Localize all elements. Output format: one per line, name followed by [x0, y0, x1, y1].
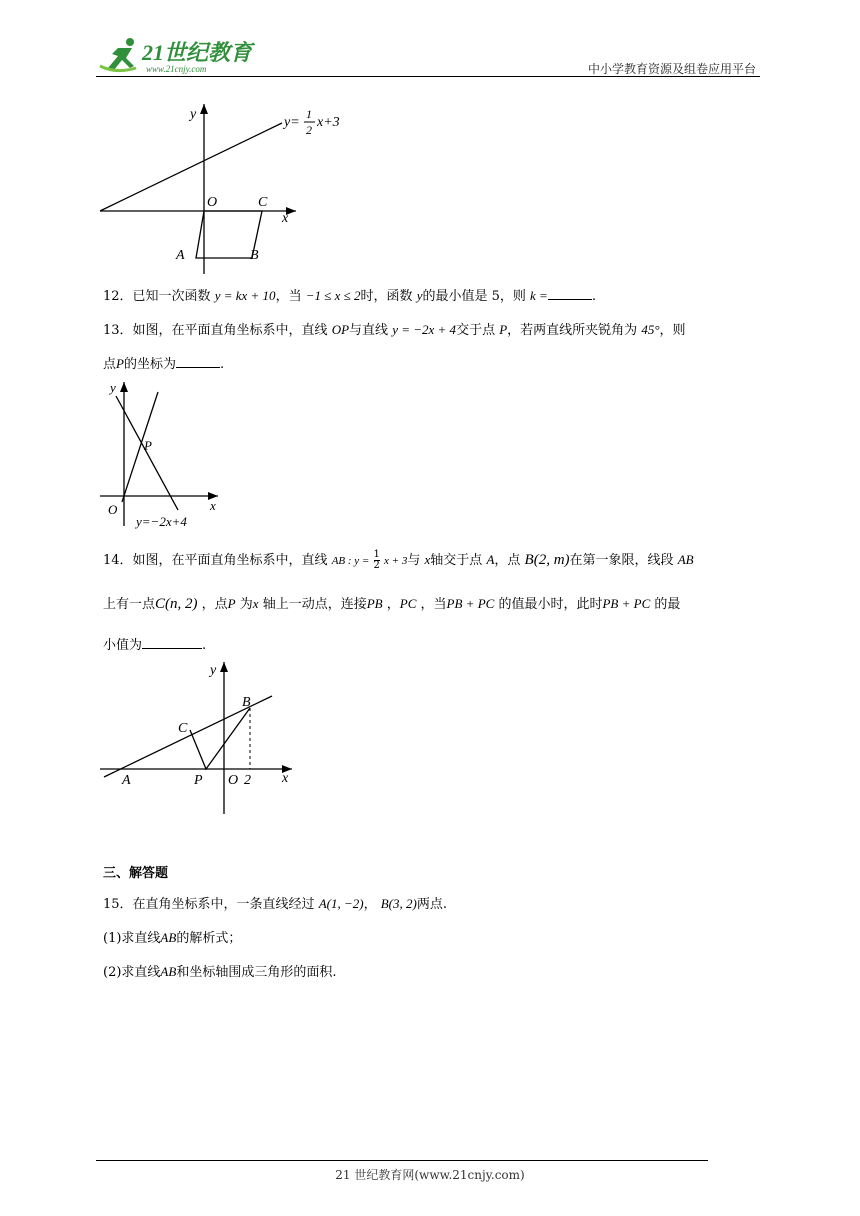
fig11-label-x: x — [282, 211, 289, 226]
fig13-label-o: O — [108, 502, 118, 517]
fig11-label-b: B — [250, 248, 259, 263]
fig11-label-c: C — [258, 195, 268, 210]
site-logo — [96, 34, 256, 76]
fig11-eq-num: 1 — [306, 107, 312, 121]
question-15-part-2: (2)求直线AB和坐标轴围成三角形的面积. — [103, 964, 337, 980]
runner-icon — [100, 38, 136, 71]
figure-q13 — [96, 376, 236, 536]
fig14-label-x: x — [282, 771, 289, 786]
fig11-eq-suffix: x+3 — [317, 115, 340, 130]
logo-title: 21世纪教育 — [142, 40, 253, 65]
fig14-label-2: 2 — [244, 773, 251, 788]
fig11-eq-den: 2 — [306, 123, 312, 137]
fig11-eq-prefix: y= — [284, 115, 300, 130]
fig14-label-y: y — [210, 663, 217, 678]
answer-blank-13 — [176, 367, 220, 368]
answer-blank-12 — [548, 299, 592, 300]
question-14-line-3: 小值为 . — [103, 638, 207, 653]
fig13-label-p: P — [144, 438, 152, 453]
fig13-label-y: y — [110, 380, 116, 395]
fig14-label-p: P — [194, 773, 203, 788]
question-14-line-1: 14．如图，在平面直角坐标系中，直线 AB : y = $\frac{1}{2}$ x + 3与 x轴交于点 A，点 B(2, m)在第一象限，线段 AB — [103, 549, 694, 571]
answer-blank-14 — [142, 648, 202, 649]
fig11-label-a: A — [176, 248, 185, 263]
footer-rule — [96, 1160, 708, 1161]
fig14-label-a: A — [122, 773, 131, 788]
fig14-label-c: C — [178, 721, 188, 736]
platform-name: 中小学教育资源及组卷应用平台 — [587, 62, 756, 76]
header-rule — [96, 76, 760, 77]
fig11-label-o: O — [207, 195, 218, 210]
question-15: 15．在直角坐标系中，一条直线经过 A(1, −2)， B(3, 2)两点. — [103, 896, 447, 912]
logo-url: www.21cnjy.com — [146, 64, 207, 74]
figure-q14 — [96, 658, 306, 822]
fig13-eq: y=−2x+4 — [136, 514, 187, 529]
question-14-line-2: 上有一点C(n, 2) ，点P 为x 轴上一动点，连接PB ，PC ，当PB + PC 的值最小时，此时PB + PC 的最 — [103, 596, 681, 612]
question-13-line-1: 13．如图，在平面直角坐标系中，直线 OP与直线 y = −2x + 4交于点 P，若两直线所夹锐角为 45°，则 — [103, 322, 686, 338]
section-heading: 三、解答题 — [103, 866, 169, 881]
fig11-label-y: y — [190, 107, 197, 122]
question-15-part-1: (1)求直线AB的解析式； — [103, 930, 242, 946]
fig14-label-b: B — [242, 695, 251, 710]
figure-q11 — [96, 96, 366, 280]
question-13-line-2: 点P的坐标为 . — [103, 356, 225, 372]
question-12: 12．已知一次函数 y = kx + 10，当 −1 ≤ x ≤ 2时，函数 y的最小值是 5，则 k = . — [103, 288, 596, 304]
footer-text: 21 世纪教育网(www.21cnjy.com) — [335, 1168, 525, 1182]
fig14-label-o: O — [228, 773, 239, 788]
fig13-label-x: x — [210, 498, 216, 513]
